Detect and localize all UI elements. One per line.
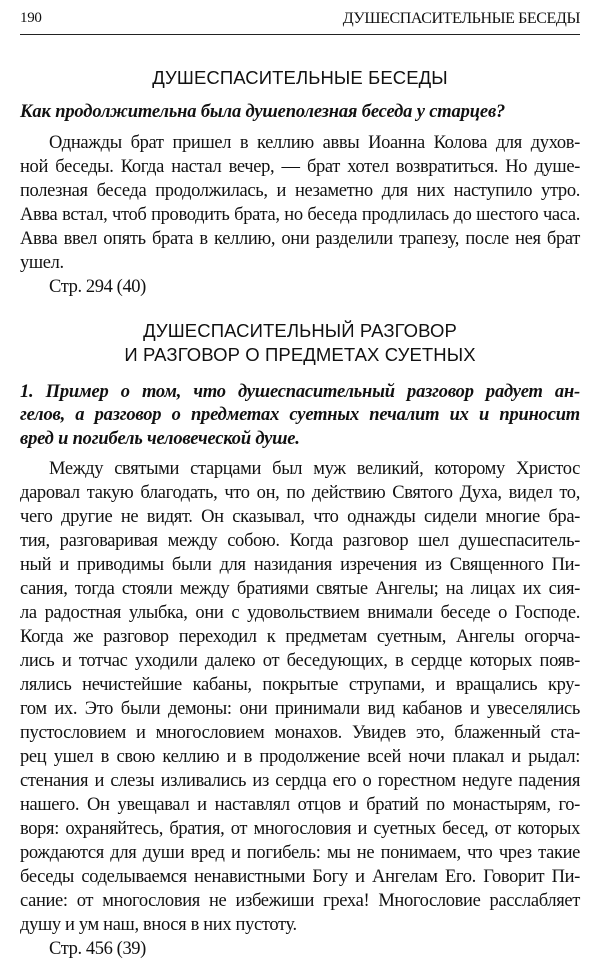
paragraph-line: воря: охраняйтесь, братия, от многословия и суетных бесед, от которых [20,817,580,841]
running-title: ДУШЕСПАСИТЕЛЬНЫЕ БЕСЕДЫ [343,10,580,28]
running-header [20,0,580,35]
page-number: 190 [20,10,42,27]
source-reference: Стр. 456 (39) [20,937,580,961]
paragraph-line: Между святыми старцами был муж великий, которому Христос [20,457,580,481]
paragraph-line: ный и приводимы были для назидания изречения из Священного Пи- [20,553,580,577]
paragraph-line: душу и ум наш, внося в них пустоту. [20,913,580,937]
paragraph-line: пустословием и многословием монахов. Увидев это, блаженный ста- [20,721,580,745]
paragraph-line: гом их. Это были демоны: они принимали вид кабанов и увеселялись [20,697,580,721]
paragraph-line: беседы соделываемся ненавистными Богу и Ангелам Его. Говорит Пи- [20,865,580,889]
question-line: вред и погибель человеческой душе. [20,428,580,452]
section-soul-saving-conversations [20,66,580,299]
source-reference: Стр. 294 (40) [20,275,580,299]
paragraph-line: ла радостная улыбка, они с удовольствием внимали беседе о Господе. [20,601,580,625]
paragraph-line: ной беседы. Когда настал вечер, — брат хотел возвратиться. Но душе- [20,155,580,179]
paragraph-line: лялись нечистейшие кабаны, покрытые струпами, и вращались кру- [20,673,580,697]
paragraph-line: чего другие не видят. Он сказывал, что однажды сидели многие бра- [20,505,580,529]
section-title: ДУШЕСПАСИТЕЛЬНЫЕ БЕСЕДЫ [20,66,580,90]
paragraph-line: полезная беседа продолжилась, и незаметно для них наступило утро. [20,179,580,203]
paragraph [20,457,580,937]
paragraph-line: даровал такую благодать, что он, по действию Святого Духа, видел то, [20,481,580,505]
paragraph [20,131,580,275]
paragraph-line: Когда же разговор переходил к предметам суетным, Ангелы огорча- [20,625,580,649]
question-heading [20,381,580,452]
section-title-line: И РАЗГОВОР О ПРЕДМЕТАХ СУЕТНЫХ [20,343,580,367]
paragraph-line: лись и тотчас уходили далеко от беседующих, в сердце которых появ- [20,649,580,673]
paragraph-line: рождаются для души вред и погибель: мы не понимаем, что чрез такие [20,841,580,865]
paragraph-line: нашего. Он увещавал и наставлял отцов и братий по монастырям, го- [20,793,580,817]
question-line: 1. Пример о том, что душеспасительный разговор радует ан- [20,381,580,405]
section-title-line: ДУШЕСПАСИТЕЛЬНЫЙ РАЗГОВОР [20,319,580,343]
paragraph-line: сание: от многословия не избежиши греха! Многословие расслабляет [20,889,580,913]
paragraph-line: Авва встал, чтоб проводить брата, но беседа продлилась до шестого часа. [20,203,580,227]
paragraph-line: Авва ввел опять брата в келлию, они разделили трапезу, после нея брат [20,227,580,251]
paragraph-line: рец ушел в свою келлию и в продолжение всей ночи плакал и рыдал: [20,745,580,769]
book-page [20,0,580,961]
section-conversation-vain-matters [20,319,580,961]
paragraph-line: тия, разговаривая между собою. Когда разговор шел душеспаситель- [20,529,580,553]
paragraph-line: стенания и слезы изливались из сердца его о горестном недуге падения [20,769,580,793]
paragraph-line: Однажды брат пришел в келлию аввы Иоанна Колова для духов- [20,131,580,155]
question-line: гелов, а разговор о предметах суетных печалит их и приносит [20,404,580,428]
paragraph-line: сания, тогда стояли между братиями святые Ангелы; на лицах их сия- [20,577,580,601]
question-heading: Как продолжительна была душеполезная беседа у старцев? [20,101,580,125]
paragraph-line: ушел. [20,251,580,275]
